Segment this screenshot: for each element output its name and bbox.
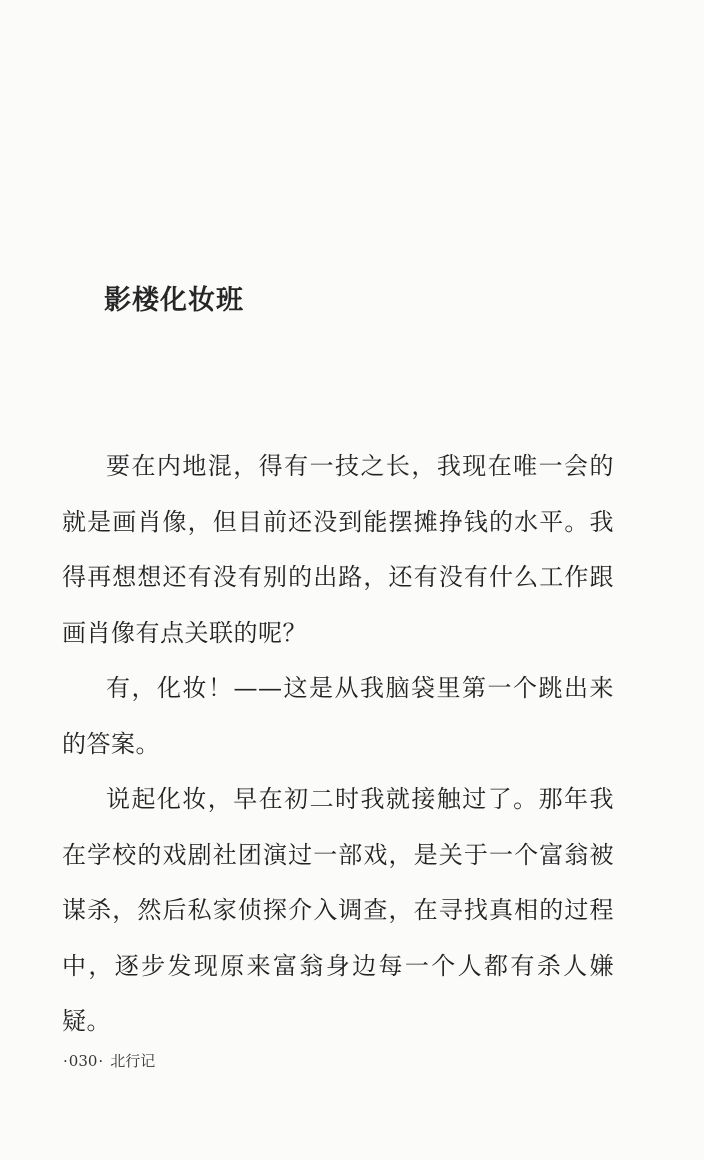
page-number: 030	[68, 1052, 98, 1070]
body-text	[62, 439, 614, 1050]
paragraph-1: 要在内地混，得有一技之长，我现在唯一会的就是画肖像，但目前还没到能摆摊挣钱的水平。我得再想想还有没有别的出路，还有没有什么工作跟画肖像有点关联的呢？	[62, 452, 614, 647]
footer-separator-left: ·	[63, 1052, 68, 1070]
chapter-title: 影楼化妆班	[104, 285, 244, 316]
footer-separator-right: ·	[98, 1052, 104, 1070]
paragraph-3: 说起化妆，早在初二时我就接触过了。那年我在学校的戏剧社团演过一部戏，是关于一个富翁被谋杀，然后私家侦探介入调查，在寻找真相的过程中，逐步发现原来富翁身边每一个人都有杀人嫌疑。	[62, 785, 614, 1035]
paragraph-2: 有，化妆！——这是从我脑袋里第一个跳出来的答案。	[62, 674, 614, 758]
running-book-title: 北行记	[110, 1052, 156, 1070]
page-footer	[62, 1050, 155, 1072]
